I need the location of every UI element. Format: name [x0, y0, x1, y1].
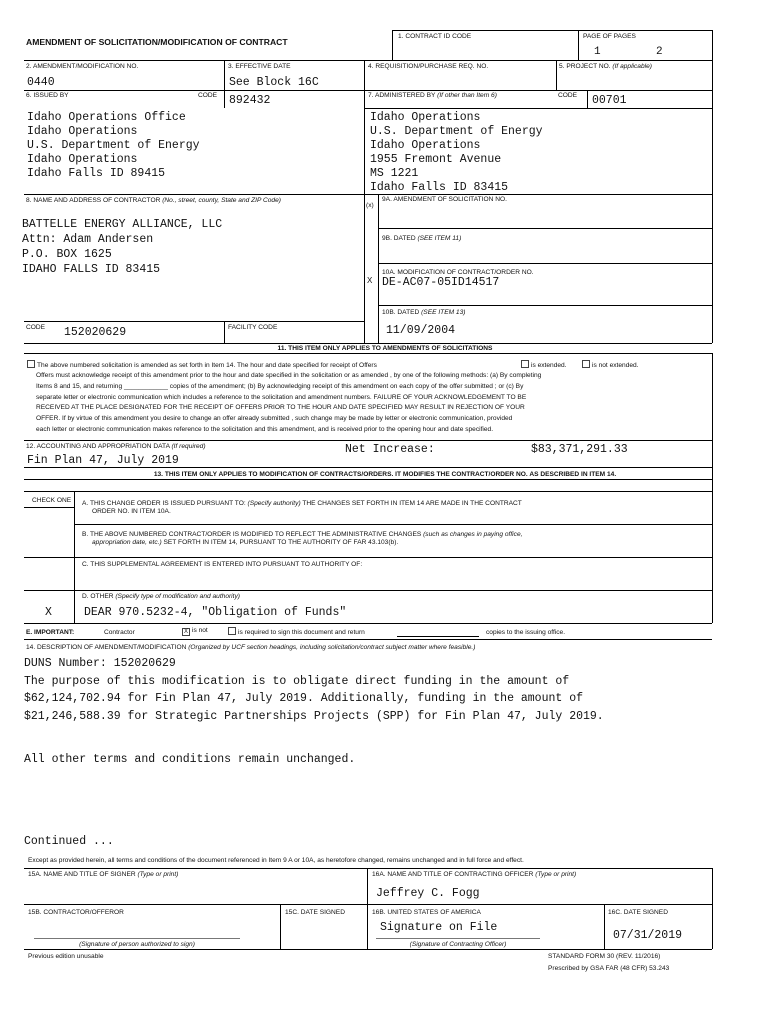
item11-text-line: separate letter or electronic communication which includes a reference to the solicitation and amendment numbers. FAILURE OF YOUR ACKNOWLEDGEMENT TO BE	[36, 393, 527, 401]
contractor-code: 152020629	[64, 326, 127, 339]
block10a-label: 10A. MODIFICATION OF CONTRACT/ORDER NO.	[382, 269, 534, 276]
item14-label-text: 14. DESCRIPTION OF AMENDMENT/MODIFICATION	[26, 644, 187, 651]
item12-label-suffix: (If required)	[171, 443, 206, 450]
block7-label-suffix: (If other than Item 6)	[437, 92, 497, 99]
block7-label-text: 7. ADMINISTERED BY	[368, 92, 436, 99]
block8-label	[26, 197, 281, 204]
administered-by-line: Idaho Operations	[370, 111, 481, 124]
block5-label-suffix: (If applicable)	[612, 63, 652, 70]
signature-on-file: Signature on File	[380, 921, 498, 934]
option-d-italic: (Specify type of modification and authority)	[115, 593, 240, 600]
amendment-number: 0440	[27, 76, 55, 89]
description-line: DUNS Number: 152020629	[24, 657, 176, 670]
item12-label-text: 12. ACCOUNTING AND APPROPRIATION DATA	[26, 443, 170, 450]
issued-by-line: Idaho Operations Office	[27, 111, 186, 124]
issued-by-line: Idaho Operations	[27, 153, 138, 166]
block10b-label-suffix: (SEE ITEM 13)	[421, 309, 466, 316]
item11-line1: The above numbered solicitation is amended as set forth in Item 14. The hour and date specified for receipt of Offers	[37, 362, 377, 369]
block1-label: 1. CONTRACT ID CODE	[398, 33, 472, 40]
other-terms-text: All other terms and conditions remain unchanged.	[24, 753, 356, 766]
item11-body	[36, 371, 541, 436]
block7-label	[368, 92, 497, 99]
block4-label: 4. REQUISITION/PURCHASE REQ. NO.	[368, 63, 489, 70]
administered-by-line: U.S. Department of Energy	[370, 125, 543, 138]
description-line: $62,124,702.94 for Fin Plan 47, July 2019. Additionally, funding in the amount of	[24, 692, 583, 705]
contractor-line: Attn: Adam Andersen	[22, 233, 154, 246]
page-total: 2	[656, 46, 663, 58]
administered-by-address	[370, 111, 543, 195]
issued-by-code: 892432	[229, 94, 271, 107]
contracting-officer-name: Jeffrey C. Fogg	[376, 887, 480, 900]
block15a-label	[28, 871, 178, 878]
administered-by-line: MS 1221	[370, 167, 419, 180]
item14-label	[26, 644, 475, 651]
important-contractor: Contractor	[104, 629, 135, 636]
block2-label: 2. AMENDMENT/MODIFICATION NO.	[26, 63, 139, 70]
block7-code-label: CODE	[558, 92, 578, 99]
item14-label-suffix: (Organized by UCF section headings, including solicitation/contract subject matter where feasible.)	[188, 644, 476, 651]
page-number: 1	[594, 46, 601, 58]
block15a-label-text: 15A. NAME AND TITLE OF SIGNER	[28, 871, 136, 878]
page-label: PAGE OF PAGES	[583, 33, 636, 40]
not-extended-checkbox[interactable]	[582, 360, 590, 368]
is-required-option	[228, 627, 365, 636]
is-not-option	[182, 627, 208, 636]
block6-label: 6. ISSUED BY	[26, 92, 69, 99]
block16c-label: 16C. DATE SIGNED	[608, 909, 668, 916]
option-b-italic: (such as changes in paying office,	[423, 531, 523, 538]
option-c-line: C. THIS SUPPLEMENTAL AGREEMENT IS ENTERED INTO PURSUANT TO AUTHORITY OF:	[82, 561, 363, 568]
description-line: The purpose of this modification is to obligate direct funding in the amount of	[24, 674, 570, 688]
item11-first-line	[27, 360, 377, 369]
is-not-label: is not	[192, 627, 208, 634]
administered-by-line: 1955 Fremont Avenue	[370, 153, 502, 166]
item14-description	[24, 655, 604, 725]
item11-text-line: RECEIVED AT THE PLACE DESIGNATED FOR THE RECEIPT OF OFFERS PRIOR TO THE HOUR AND DATE SPECIFIED MAY RESULT IN REJECTION OF YOUR	[36, 404, 525, 412]
block10a-mark: X	[367, 276, 373, 285]
solicitation-checkbox[interactable]	[27, 360, 35, 368]
facility-code-label: FACILITY CODE	[228, 324, 278, 331]
option-a-rest: THE CHANGES SET FORTH IN ITEM 14 ARE MADE IN THE CONTRACT	[302, 500, 522, 507]
officer-signature-caption: (Signature of Contracting Officer)	[409, 941, 507, 948]
item11-text-line: OFFER. If by virtue of this amendment you desire to change an offer already submitted , such change may be made by letter or electronic communication, provided	[36, 415, 513, 423]
option-d-authority: DEAR 970.5232-4, "Obligation of Funds"	[84, 606, 347, 619]
block15b-label: 15B. CONTRACTOR/OFFEROR	[28, 909, 124, 916]
option-b-text-2: SET FORTH IN ITEM 14, PURSUANT TO THE AUTHORITY OF FAR 43.103(b).	[163, 539, 399, 546]
item11-text-line: Items 8 and 15, and returning ____________ copies of the amendment; (b) By acknowledging receipt of this amendment on each copy of the offer submitted ; or (c) By	[36, 382, 524, 390]
form-title: AMENDMENT OF SOLICITATION/MODIFICATION OF CONTRACT	[26, 37, 288, 47]
check-one-label: CHECK ONE	[32, 497, 72, 504]
block15a-label-suffix: (Type or print)	[137, 871, 179, 878]
block5-label-text: 5. PROJECT NO.	[559, 63, 611, 70]
option-a-line2: ORDER NO. IN ITEM 10A.	[92, 508, 171, 515]
continued-text: Continued ...	[24, 835, 114, 848]
item11-text-line: Offers must acknowledge receipt of this amendment prior to the hour and date specified in the solicitation or as amended , by one of the following methods: (a) By completing	[36, 372, 542, 379]
issued-by-line: Idaho Falls ID 89415	[27, 167, 166, 180]
important-label: E. IMPORTANT:	[26, 629, 75, 636]
block15c-label: 15C. DATE SIGNED	[285, 909, 345, 916]
date-signed: 07/31/2019	[613, 929, 683, 942]
footer-form-number: STANDARD FORM 30 (REV. 11/2016)	[548, 953, 661, 960]
item11-text-line: each letter or electronic communication makes reference to the solicitation and this amendment, and is received prior to the opening hour and date specified.	[36, 425, 494, 433]
administered-by-code: 00701	[592, 94, 627, 107]
block9b-label-text: 9B. DATED	[382, 235, 416, 242]
extended-option	[521, 360, 567, 369]
option-a-italic: (Specify authority)	[247, 500, 301, 507]
except-text: Except as provided herein, all terms and conditions of the document referenced in Item 9 A or 10A, as heretofore changed, remains unchanged and in full force and effect.	[28, 857, 524, 864]
contractor-line: IDAHO FALLS ID 83415	[22, 263, 161, 276]
is-required-label: is required to sign this document and return	[238, 629, 365, 636]
block3-label: 3. EFFECTIVE DATE	[228, 63, 291, 70]
block5-label	[559, 63, 652, 70]
is-not-checkbox[interactable]: X	[183, 629, 188, 635]
description-line: $21,246,588.39 for Strategic Partnerships Projects (SPP) for Fin Plan 47, July 2019.	[24, 709, 604, 723]
is-required-checkbox[interactable]	[228, 627, 236, 635]
item12-label	[26, 443, 206, 450]
footer-left: Previous edition unusable	[28, 953, 104, 960]
extended-checkbox[interactable]	[521, 360, 529, 368]
block9a-label: 9A. AMENDMENT OF SOLICITATION NO.	[382, 196, 507, 203]
contractor-line: P.O. BOX 1625	[22, 248, 112, 261]
item13-heading: 13. THIS ITEM ONLY APPLIES TO MODIFICATION OF CONTRACTS/ORDERS. IT MODIFIES THE CONTRACT/ORDER NO. AS DESCRIBED IN ITEM 14.	[153, 471, 617, 478]
issued-by-address	[27, 111, 200, 181]
option-b-text: B. THE ABOVE NUMBERED CONTRACT/ORDER IS MODIFIED TO REFLECT THE ADMINISTRATIVE CHANGES	[82, 531, 422, 538]
option-a-line1	[82, 500, 522, 507]
issued-by-line: Idaho Operations	[27, 125, 138, 138]
block8-code-label: CODE	[26, 324, 46, 331]
contract-date: 11/09/2004	[386, 324, 456, 337]
block16a-label-suffix: (Type or print)	[535, 871, 577, 878]
block16b-label: 16B. UNITED STATES OF AMERICA	[372, 909, 481, 916]
option-b-line1	[82, 531, 522, 538]
option-d-text: D. OTHER	[82, 593, 114, 600]
contractor-address	[22, 217, 222, 277]
option-d-line	[82, 593, 240, 600]
block10b-label-text: 10B. DATED	[382, 309, 420, 316]
block9b-label-suffix: (SEE ITEM 11)	[417, 235, 462, 242]
block16a-label	[372, 871, 576, 878]
block10b-label	[382, 309, 465, 316]
administered-by-line: Idaho Falls ID 83415	[370, 181, 509, 194]
block9a-mark: (x)	[366, 202, 374, 209]
net-increase-value: $83,371,291.33	[531, 443, 628, 456]
contractor-line: BATTELLE ENERGY ALLIANCE, LLC	[22, 218, 223, 231]
block8-label-suffix: (No., street, county, State and ZIP Code)	[162, 197, 281, 204]
option-b-italic-2: appropriation date, etc.)	[92, 539, 162, 546]
block6-code-label: CODE	[198, 92, 218, 99]
administered-by-line: Idaho Operations	[370, 139, 481, 152]
not-extended-label: is not extended.	[592, 362, 639, 369]
not-extended-option	[582, 360, 639, 369]
option-d-mark: X	[45, 606, 52, 619]
net-increase-label: Net Increase:	[345, 443, 435, 456]
issued-by-line: U.S. Department of Energy	[27, 139, 200, 152]
contractor-signature-caption: (Signature of person authorized to sign)	[79, 941, 195, 948]
block16a-label-text: 16A. NAME AND TITLE OF CONTRACTING OFFICER	[372, 871, 534, 878]
option-a-text: A. THIS CHANGE ORDER IS ISSUED PURSUANT TO:	[82, 500, 246, 507]
contract-number: DE-AC07-05ID14517	[382, 276, 500, 289]
block9b-label	[382, 235, 461, 242]
copies-label: copies to the issuing office.	[486, 629, 566, 636]
effective-date: See Block 16C	[229, 76, 319, 89]
extended-label: is extended.	[531, 362, 567, 369]
accounting-data: Fin Plan 47, July 2019	[27, 454, 179, 467]
block8-label-text: 8. NAME AND ADDRESS OF CONTRACTOR	[26, 197, 161, 204]
footer-prescribed: Prescribed by GSA FAR (48 CFR) 53.243	[548, 965, 670, 972]
item11-heading: 11. THIS ITEM ONLY APPLIES TO AMENDMENTS OF SOLICITATIONS	[277, 345, 493, 352]
option-b-line2	[92, 539, 398, 546]
